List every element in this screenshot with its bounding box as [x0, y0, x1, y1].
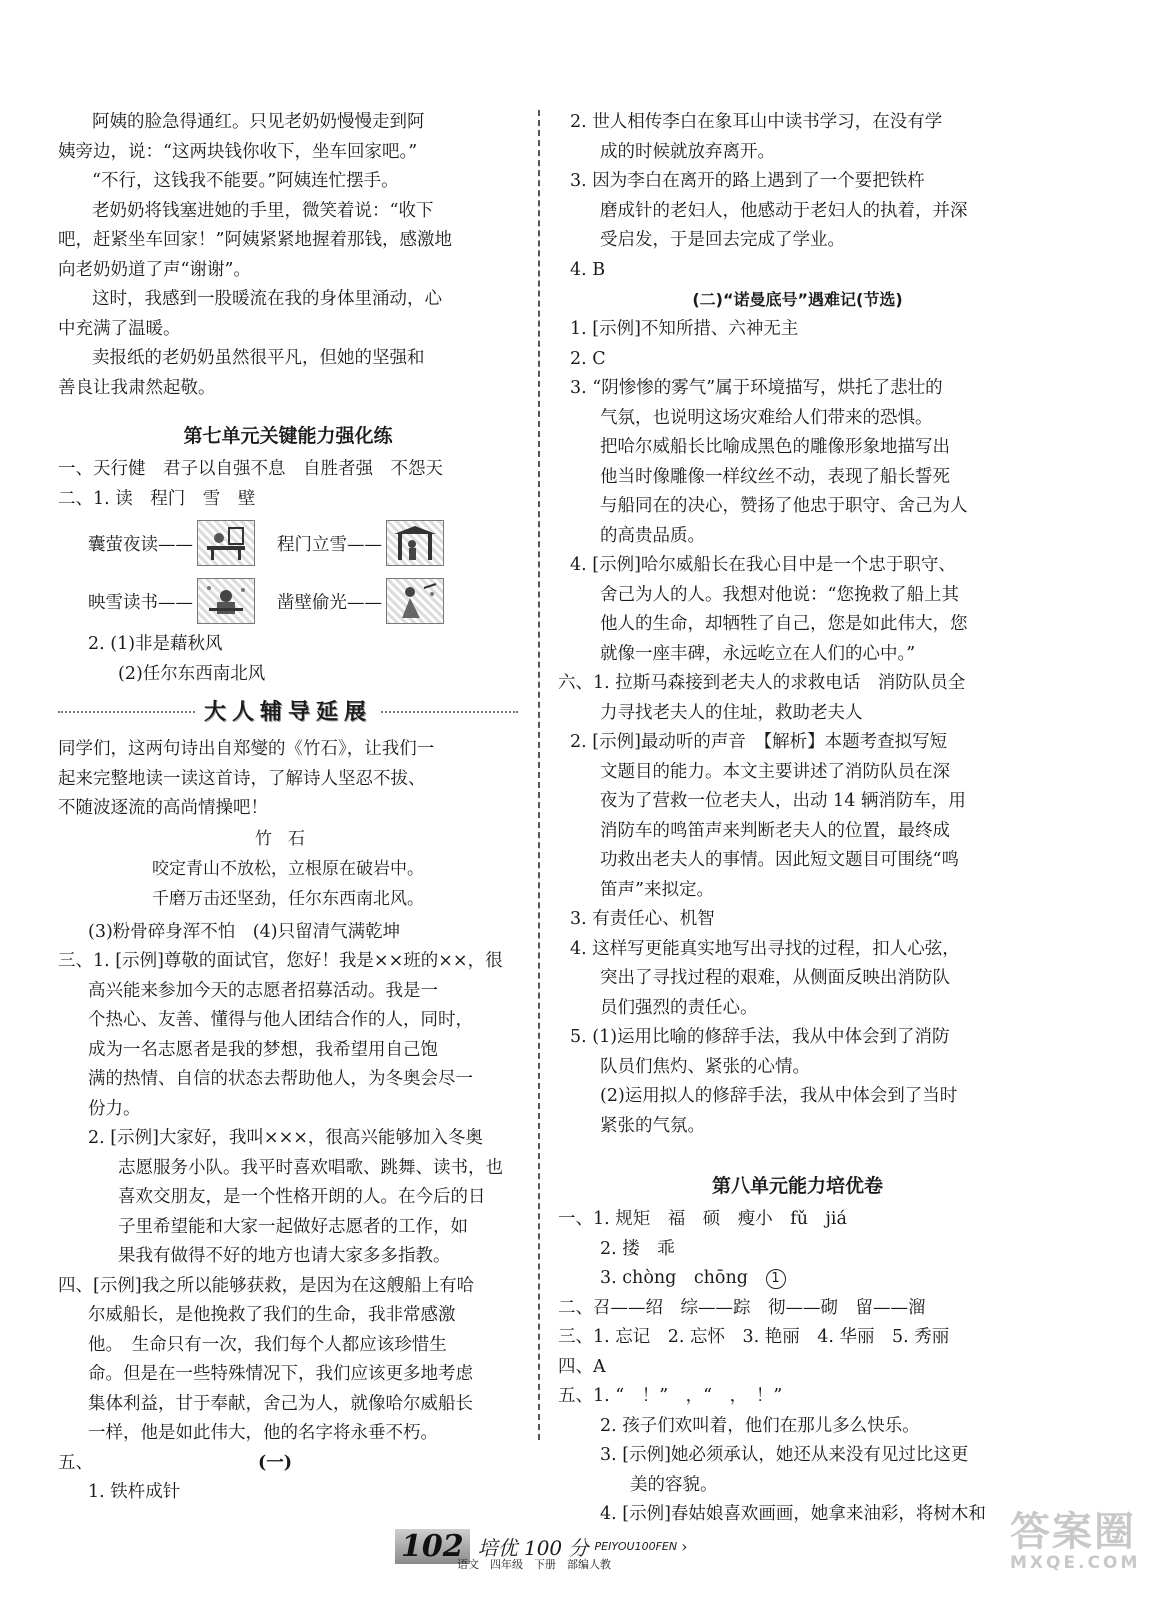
story-line: 善良让我肃然起敬。	[58, 377, 216, 398]
right-column	[558, 108, 1025, 1530]
answer-e1-1: 一、1. 规矩 福 硕 瘦小 fǔ jiá	[558, 1209, 847, 1229]
story-line: 向老奶奶道了声“谢谢”。	[58, 259, 251, 280]
answer-q3-2: 果我有做得不好的地方也请大家多多指教。	[118, 1246, 451, 1266]
answer-a4: 4. B	[570, 259, 606, 280]
reading-by-snow-illustration-icon	[197, 578, 255, 624]
watermark-url: MXQE.COM	[1010, 1553, 1141, 1573]
tutor-banner	[58, 695, 518, 729]
poem-title: 竹石	[255, 828, 321, 849]
idiom-label: 映雪读书——	[88, 592, 193, 613]
answer-b4: 就像一座丰碑，永远屹立在人们的心中。”	[600, 643, 916, 664]
answer-e2: 二、召——绍 综——踪 彻——砌 留——溜	[558, 1297, 926, 1318]
idiom-label: 囊萤夜读——	[88, 534, 193, 555]
answer-a2: 2. 世人相传李白在象耳山中读书学习，在没有学	[570, 112, 943, 132]
book-info: 语文 四年级 下册 部编人教	[457, 1558, 611, 1571]
answer-a3: 受启发，于是回去完成了学业。	[600, 230, 845, 250]
answer-q4: 一样，他是如此伟大，他的名字将永垂不朽。	[88, 1423, 438, 1443]
answer-q3-1: 成为一名志愿者是我的梦想，我希望用自己饱	[88, 1039, 438, 1060]
idiom-label: 凿壁偷光——	[277, 592, 382, 613]
answer-s6-2: 笛声”来拟定。	[600, 879, 714, 900]
answer-e1-3-text: 3. chòng chōng	[600, 1268, 748, 1288]
answer-e1-3	[570, 1264, 1025, 1294]
answer-s6-5: (2)运用拟人的修辞手法，我从中体会到了当时	[600, 1086, 958, 1106]
answer-q1: 一、天行健 君子以自强不息 自胜者强 不怨天	[58, 459, 443, 479]
answer-q4: 尔威船长，是他挽救了我们的生命，我非常感激	[88, 1305, 456, 1325]
chevron-right-icon: ›	[681, 1536, 688, 1556]
answer-b3: 他当时像雕像一样纹丝不动，表现了船长誓死	[600, 466, 950, 487]
q5-part-label: (一)	[258, 1452, 293, 1473]
answer-s6-5: 队员们焦灼、紧张的心情。	[600, 1056, 810, 1077]
site-watermark	[1010, 1500, 1160, 1590]
answer-b1: 1. [示例]不知所措、六神无主	[570, 319, 799, 339]
answer-s6-2: 2. [示例]最动听的声音 【解析】本题考查拟写短	[570, 732, 948, 752]
column-divider	[538, 110, 540, 1440]
answer-q4: 四、[示例]我之所以能够获救，是因为在这艘船上有哈	[58, 1275, 475, 1296]
section8-title: 第八单元能力培优卷	[711, 1175, 883, 1197]
answer-q3-2: 子里希望能和大家一起做好志愿者的工作，如	[118, 1216, 468, 1237]
tutor-text-line: 不随波逐流的高尚情操吧！	[58, 798, 268, 818]
answer-e5-3: 美的容貌。	[630, 1474, 718, 1495]
answer-q5-1: 1. 铁杵成针	[88, 1482, 181, 1502]
answer-q4: 命。但是在一些特殊情况下，我们应该更多地考虑	[88, 1364, 473, 1384]
tutor-text-line: 起来完整地读一读这首诗，了解诗人坚忍不拔、	[58, 768, 426, 789]
story-line: 老奶奶将钱塞进她的手里，微笑着说：“收下	[92, 200, 434, 221]
answer-q4: 集体利益，甘于奉献，舍己为人，就像哈尔威船长	[88, 1393, 473, 1414]
answer-b4: 4. [示例]哈尔威船长在我心目中是一个忠于职守、	[570, 555, 956, 575]
page-footer	[395, 1526, 688, 1571]
story-line: 中充满了温暖。	[58, 318, 181, 339]
story-line: 姨旁边，说：“这两块钱你收下，坐车回家吧。”	[58, 141, 418, 162]
answer-b3: 3. “阴惨惨的雾气”属于环境描写，烘托了悲壮的	[570, 378, 943, 398]
answer-a2: 成的时候就放弃离开。	[600, 141, 775, 162]
answer-s6-3: 3. 有责任心、机智	[570, 909, 715, 929]
story-line: 卖报纸的老奶奶虽然很平凡，但她的坚强和	[92, 348, 425, 368]
idiom-item	[277, 578, 444, 624]
brand-name: 培优 100 分	[477, 1535, 589, 1560]
answer-s6-2: 消防车的鸣笛声来判断老夫人的位置，最终成	[600, 820, 950, 841]
poem-line: 千磨万击还坚劲，任尔东西南北风。	[152, 888, 424, 909]
answer-s6-4: 4. 这样写更能真实地写出寻找的过程，扣人心弦，	[570, 938, 960, 959]
idiom-item	[277, 520, 444, 566]
tutor-text-line: 同学们，这两句诗出自郑燮的《竹石》，让我们一	[58, 739, 435, 759]
answer-q2-1: 二、1. 读 程门 雪 壁	[58, 488, 256, 509]
story-line: 这时，我感到一股暖流在我的身体里涌动，心	[92, 289, 442, 309]
watermark-logo-text: 答案圈	[1010, 1509, 1136, 1555]
left-column	[58, 108, 518, 1508]
answer-q2-2a: 2. (1)非是藉秋风	[88, 634, 223, 654]
poem-line: 咬定青山不放松，立根原在破岩中。	[152, 858, 424, 879]
story-line: 阿姨的脸急得通红。只见老奶奶慢慢走到阿	[92, 112, 425, 132]
q5-label: 五、	[58, 1452, 93, 1473]
page-number: 102	[395, 1529, 470, 1564]
idiom-label: 程门立雪——	[277, 534, 382, 555]
answer-q3-2: 志愿服务小队。我平时喜欢唱歌、跳舞、读书，也	[118, 1157, 503, 1178]
answer-q3-1: 高兴能来参加今天的志愿者招募活动。我是一	[88, 980, 438, 1001]
answer-e5-1: 五、1. “ ！” ，“ ， ！”	[558, 1386, 783, 1406]
answer-b3: 的高贵品质。	[600, 525, 705, 546]
answer-b4: 舍己为人的人。我想对他说：“您挽救了船上其	[600, 584, 959, 605]
answer-q3-1: 满的热情、自信的状态去帮助他人，为冬奥会尽一	[88, 1069, 473, 1089]
answer-q3-1: 份力。	[88, 1098, 141, 1119]
banner-title: 大人辅导延展	[196, 695, 380, 726]
answer-q3-1: 三、1. [示例]尊敬的面试官，您好！我是××班的××，很	[58, 951, 503, 971]
story-line: “不行，这钱我不能要。”阿姨连忙摆手。	[92, 171, 399, 191]
part2-title: (二)“诺曼底号”遇难记(节选)	[692, 290, 903, 309]
standing-in-snow-illustration-icon	[386, 520, 444, 566]
answer-e1-2: 2. 搂 乖	[600, 1238, 675, 1259]
answer-s6-1: 六、1. 拉斯马森接到老夫人的求救电话 消防队员全	[558, 673, 966, 693]
answer-q2-2b: (2)任尔东西南北风	[118, 663, 266, 684]
section7-title: 第七单元关键能力强化练	[183, 425, 393, 447]
answer-s6-5: 5. (1)运用比喻的修辞手法，我从中体会到了消防	[570, 1027, 950, 1047]
answer-s6-2: 功救出老夫人的事情。因此短文题目可围绕“鸣	[600, 850, 959, 870]
answer-b4: 他人的生命，却牺牲了自己，您是如此伟大，您	[600, 614, 968, 634]
answer-b3: 把哈尔威船长比喻成黑色的雕像形象地描写出	[600, 437, 950, 457]
answer-e4: 四、A	[558, 1356, 606, 1377]
answer-e3: 三、1. 忘记 2. 忘怀 3. 艳丽 4. 华丽 5. 秀丽	[558, 1327, 950, 1347]
answer-b3: 与船同在的决心，赞扬了他忠于职守、舍己为人	[600, 496, 968, 516]
answer-a3: 磨成针的老妇人，他感动于老妇人的执着，并深	[600, 200, 968, 221]
answer-e5-2: 2. 孩子们欢叫着，他们在那儿多么快乐。	[600, 1415, 920, 1436]
answer-q3-2: 喜欢交朋友，是一个性格开朗的人。在今后的日	[118, 1187, 486, 1207]
answer-q4: 他。 生命只有一次，我们每个人都应该珍惜生	[88, 1334, 447, 1355]
idiom-row	[58, 514, 518, 572]
answer-s6-4: 突出了寻找过程的艰难，从侧面反映出消防队	[600, 968, 950, 988]
answer-s6-2: 文题目的能力。本文主要讲述了消防队员在深	[600, 761, 950, 782]
answer-s6-1: 力寻找老夫人的住址，救助老夫人	[600, 702, 863, 723]
answer-s6-4: 员们强烈的责任心。	[600, 997, 758, 1018]
answer-q3-1: 个热心、友善、懂得与他人团结合作的人，同时，	[88, 1010, 473, 1030]
circled-number: 1	[766, 1269, 786, 1289]
answer-s6-5: 紧张的气氛。	[600, 1115, 705, 1136]
answer-q2-3: (3)粉骨碎身浑不怕 (4)只留清气满乾坤	[88, 921, 401, 942]
answer-q5-header	[58, 1449, 518, 1479]
idiom-item	[88, 520, 255, 566]
answer-e5-4: 4. [示例]春姑娘喜欢画画，她拿来油彩，将树木和	[600, 1504, 986, 1524]
answer-s6-2: 夜为了营救一位老夫人，出动 14 辆消防车，用	[600, 791, 966, 811]
story-line: 吧，赶紧坐车回家！”阿姨紧紧地握着那钱，感激地	[58, 230, 452, 250]
answer-e5-3: 3. [示例]她必须承认，她还从来没有见过比这更	[600, 1445, 969, 1465]
firefly-reading-illustration-icon	[197, 520, 255, 566]
answer-q3-2: 2. [示例]大家好，我叫×××，很高兴能够加入冬奥	[88, 1128, 483, 1148]
answer-b2: 2. C	[570, 348, 606, 369]
answer-a3: 3. 因为李白在离开的路上遇到了一个要把铁杵	[570, 171, 925, 191]
idiom-item	[88, 578, 255, 624]
answer-b3: 气氛，也说明这场灾难给人们带来的恐惧。	[600, 407, 933, 428]
brand-english: PEIYOU100FEN	[594, 1539, 678, 1553]
borrowing-light-illustration-icon	[386, 578, 444, 624]
idiom-row	[58, 572, 518, 630]
